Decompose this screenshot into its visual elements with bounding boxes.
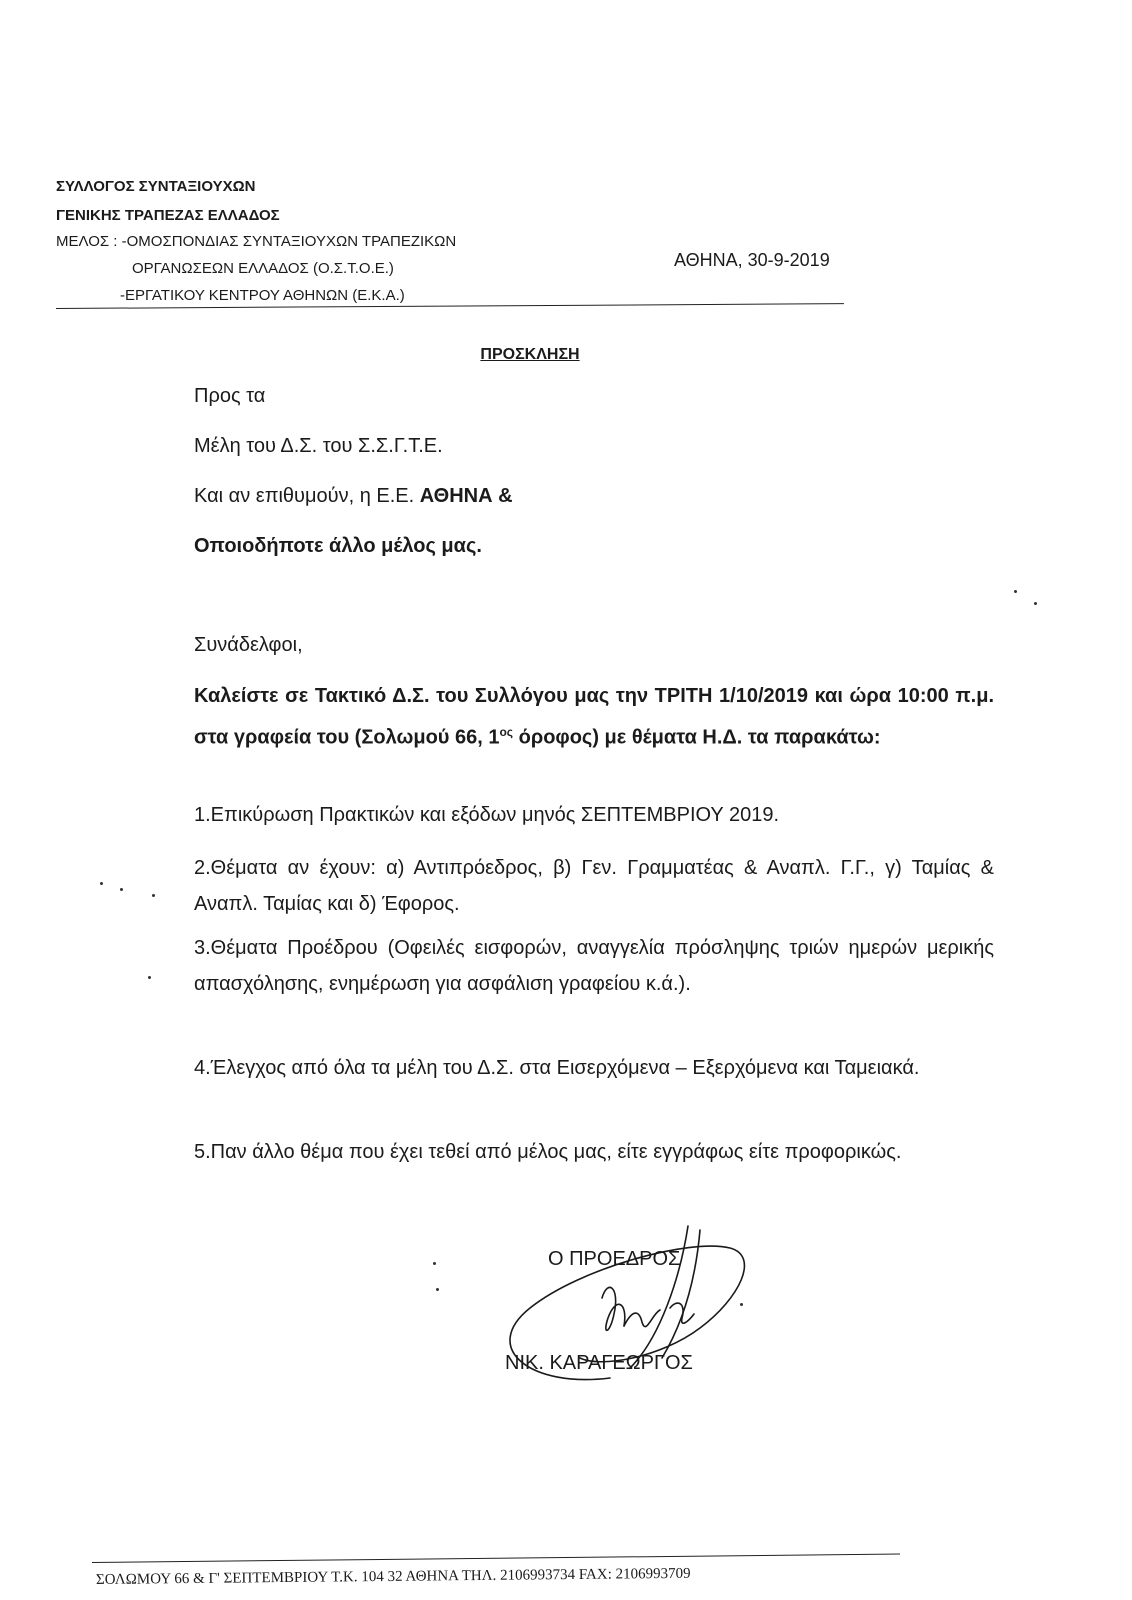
membership-line3: -ΕΡΓΑΤΙΚΟΥ ΚΕΝΤΡΟΥ ΑΘΗΝΩΝ (Ε.Κ.Α.)	[120, 287, 405, 304]
scan-speck	[436, 1288, 439, 1291]
scan-speck	[100, 882, 103, 885]
agenda-item-5: 5.Παν άλλο θέμα που έχει τεθεί από μέλος μας, είτε εγγράφως είτε προφορικώς.	[194, 1141, 902, 1163]
membership-line1: ΜΕΛΟΣ : -ΟΜΟΣΠΟΝΔΙΑΣ ΣΥΝΤΑΞΙΟΥΧΩΝ ΤΡΑΠΕΖΙΚΩΝ	[56, 233, 457, 250]
footer-divider	[92, 1554, 900, 1563]
agenda-item-4: 4.Έλεγχος από όλα τα μέλη του Δ.Σ. στα Εισερχόμενα – Εξερχόμενα και Ταμειακά.	[194, 1057, 920, 1079]
intro-part1: Καλείστε σε Τακτικό Δ.Σ. του Συλλόγου μας την ΤΡΙΤΗ 1/10/2019 και ώρα 10:00 π.μ. στα γραφεία του (Σολωμού 66, 1	[194, 685, 994, 749]
agenda-item-1: 1.Επικύρωση Πρακτικών και εξόδων μηνός ΣΕΠΤΕΜΒΡΙΟΥ 2019.	[194, 804, 780, 826]
scan-speck	[148, 976, 151, 979]
intro-paragraph	[194, 678, 994, 756]
greeting: Συνάδελφοι,	[194, 634, 303, 656]
recipients-line2: Μέλη του Δ.Σ. του Σ.Σ.Γ.Τ.Ε.	[194, 435, 443, 457]
agenda-item-3: 3.Θέματα Προέδρου (Οφειλές εισφορών, αναγγελία πρόσληψης τριών ημερών μερικής απασχόλησης, ενημέρωση για ασφάλιση γραφείου κ.ά.).	[194, 937, 994, 995]
recipients-line4: Οποιοδήποτε άλλο μέλος μας.	[194, 535, 482, 557]
org-name-line1: ΣΥΛΛΟΓΟΣ ΣΥΝΤΑΞΙΟΥΧΩΝ	[56, 178, 256, 195]
scan-speck	[433, 1262, 436, 1265]
document-title: ΠΡΟΣΚΛΗΣΗ	[480, 346, 580, 363]
intro-superscript: ος	[499, 725, 514, 739]
membership-line2: ΟΡΓΑΝΩΣΕΩΝ ΕΛΛΑΔΟΣ (Ο.Σ.Τ.Ο.Ε.)	[132, 260, 394, 277]
agenda-item-2: 2.Θέματα αν έχουν: α) Αντιπρόεδρος, β) Γεν. Γραμματέας & Αναπλ. Γ.Γ., γ) Ταμίας & Αναπλ. Ταμίας και δ) Έφορος.	[194, 857, 994, 915]
recipients-line3	[194, 485, 513, 508]
recipients-line1: Προς τα	[194, 385, 266, 407]
intro-part2: όροφος) με θέματα Η.Δ. τα παρακάτω:	[513, 726, 881, 749]
recipients-line3-bold: ΑΘΗΝΑ &	[419, 485, 513, 507]
scan-speck	[1014, 590, 1017, 593]
scan-speck	[740, 1303, 743, 1306]
letter-date: ΑΘΗΝΑ, 30-9-2019	[674, 250, 830, 270]
scan-speck	[152, 894, 155, 897]
org-name-line2: ΓΕΝΙΚΗΣ ΤΡΑΠΕΖΑΣ ΕΛΛΑΔΟΣ	[56, 207, 280, 224]
footer-address: ΣΟΛΩΜΟΥ 66 & Γ' ΣΕΠΤΕΜΒΡΙΟΥ Τ.Κ. 104 32 ΑΘΗΝΑ ΤΗΛ. 2106993734 FAX: 2106993709	[95, 1565, 691, 1588]
recipients-line3-prefix: Και αν επιθυμούν, η Ε.Ε.	[194, 485, 420, 507]
scan-speck	[1034, 602, 1037, 605]
signatory-name: ΝΙΚ. ΚΑΡΑΓΕΩΡΓΟΣ	[505, 1352, 693, 1374]
signatory-role: Ο ΠΡΟΕΔΡΟΣ	[548, 1248, 681, 1270]
scan-speck	[120, 888, 123, 891]
